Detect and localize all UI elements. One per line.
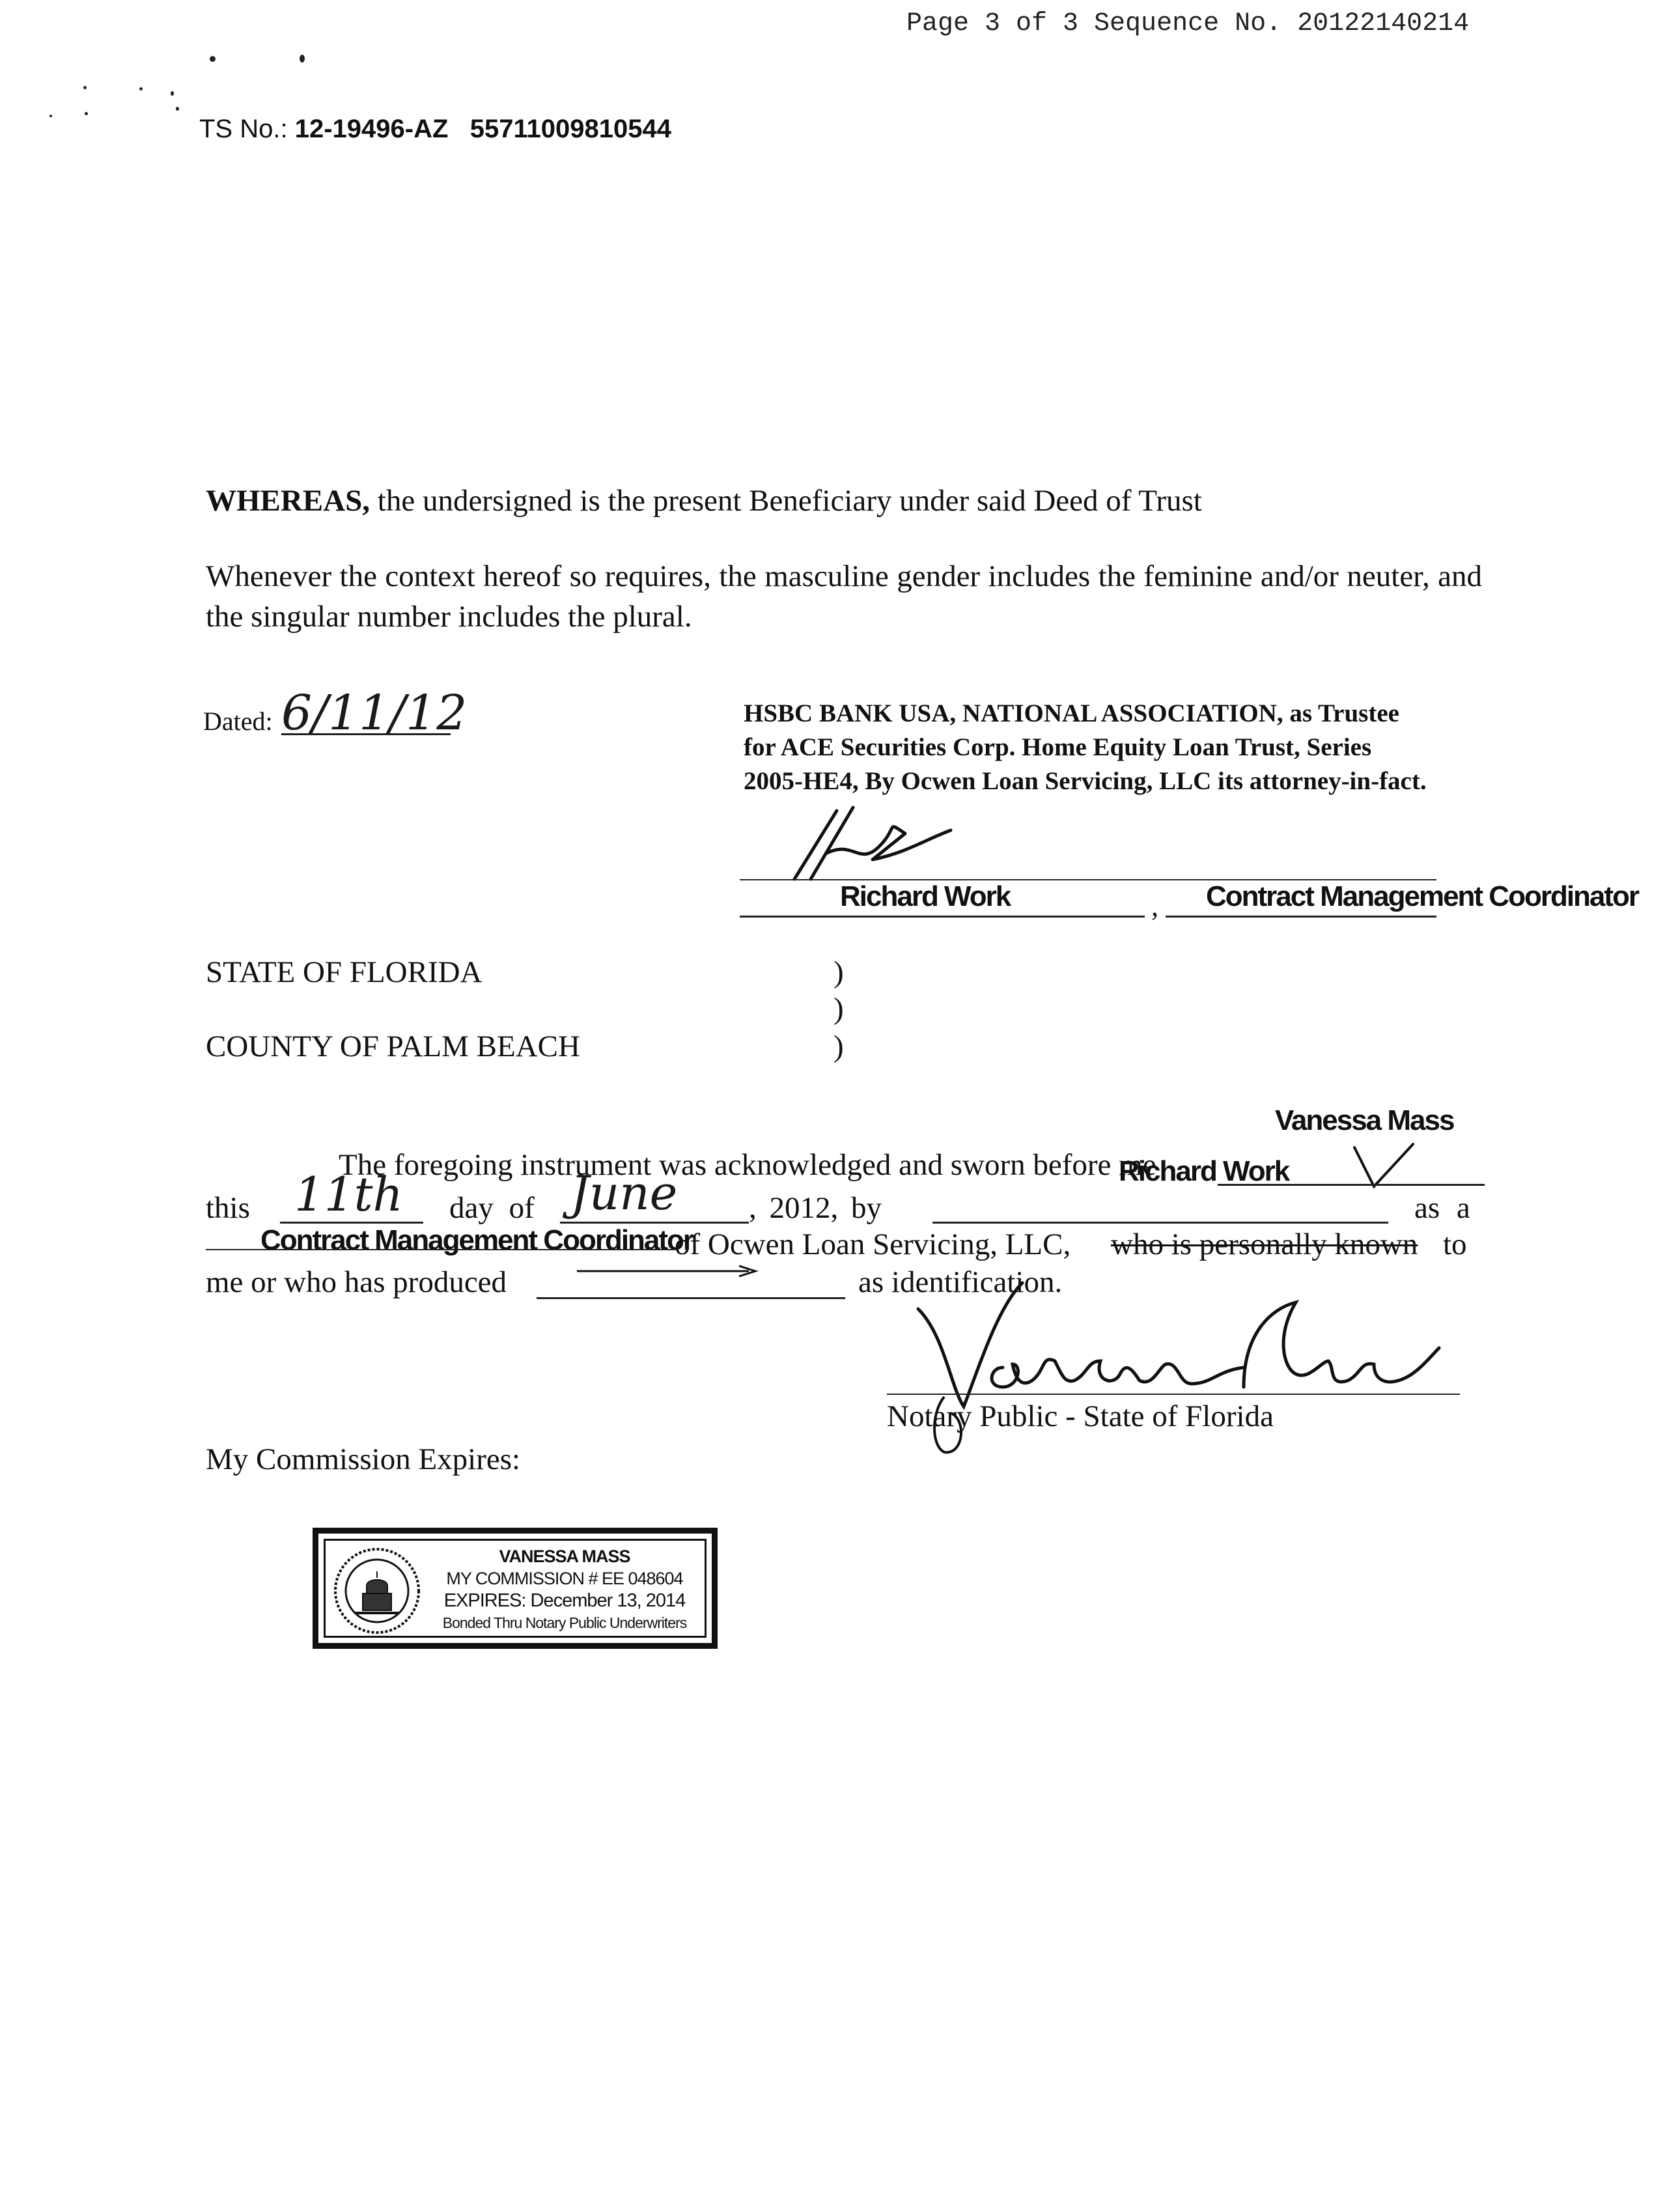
venue-paren: )	[833, 955, 844, 989]
gender-clause: Whenever the context hereof so requires, the masculine gender includes the feminine and/or neuter, and the singular number includes the plural.	[206, 559, 1482, 634]
ack-line-1: The foregoing instrument was acknowledged and sworn before me	[339, 1148, 1156, 1182]
seal-name: VANESSA MASS	[499, 1547, 630, 1566]
signer-name: Richard Work	[840, 880, 1011, 912]
scan-speck	[139, 87, 143, 91]
ack-day-of: day of	[449, 1191, 535, 1225]
scan-speck	[83, 86, 87, 89]
ack-day-blank	[280, 1222, 423, 1224]
seal-expires: EXPIRES: December 13, 2014	[443, 1590, 686, 1611]
florida-seal-icon	[331, 1545, 423, 1636]
dated-label: Dated:	[203, 707, 273, 736]
ack-day-handwritten: 11th	[294, 1167, 403, 1222]
beneficiary-block	[744, 697, 1427, 798]
scan-speck	[210, 56, 216, 62]
seal-commission: MY COMMISSION # EE 048604	[446, 1569, 683, 1588]
ack-year: , 2012, by	[749, 1191, 882, 1225]
scan-speck	[176, 107, 179, 111]
ack-identification: as identification.	[858, 1265, 1063, 1299]
signer-title: Contract Management Coordinator	[1206, 880, 1639, 912]
ack-of-company: of Ocwen Loan Servicing, LLC,	[675, 1227, 1071, 1261]
notary-signature-line	[887, 1394, 1460, 1395]
ts-number-line	[199, 115, 671, 144]
venue-paren: )	[833, 1030, 844, 1063]
dated-handwritten-value: 6/11/12	[281, 685, 468, 741]
whereas-lead: WHEREAS,	[206, 484, 371, 518]
signer-signature	[775, 801, 970, 886]
ack-person-title: Contract Management Coordinator	[260, 1224, 693, 1256]
beneficiary-line-3: 2005-HE4, By Ocwen Loan Servicing, LLC its attorney-in-fact.	[744, 767, 1427, 795]
ack-dash-mark	[573, 1263, 762, 1279]
ack-title-blank	[206, 1249, 675, 1250]
seal-text	[428, 1545, 701, 1634]
scan-speck	[85, 112, 88, 115]
ack-to: to	[1443, 1227, 1467, 1261]
ack-produced: me or who has produced	[206, 1265, 507, 1299]
scan-speck	[171, 91, 174, 96]
venue-state: STATE OF FLORIDA	[206, 955, 483, 989]
beneficiary-line-2: for ACE Securities Corp. Home Equity Loan Trust, Series	[744, 733, 1372, 761]
dated-underline	[281, 733, 451, 735]
signer-title-underline	[1166, 916, 1436, 918]
seal-bonded: Bonded Thru Notary Public Underwriters	[442, 1614, 687, 1631]
ack-this: this	[206, 1191, 250, 1225]
ack-identification-blank	[537, 1297, 845, 1299]
notary-caption: Notary Public - State of Florida	[887, 1399, 1274, 1433]
scan-speck	[49, 115, 52, 117]
notary-stamped-name: Vanessa Mass	[1275, 1104, 1454, 1136]
whereas-clause	[206, 483, 1202, 518]
scan-speck	[300, 55, 305, 63]
beneficiary-line-1: HSBC BANK USA, NATIONAL ASSOCIATION, as Trustee	[744, 699, 1399, 727]
loan-number: 55711009810544	[469, 115, 671, 143]
signer-name-underline	[740, 916, 1145, 918]
ack-as-a: as a	[1414, 1191, 1470, 1225]
ack-person-blank	[932, 1222, 1388, 1224]
commission-label: My Commission Expires:	[206, 1442, 521, 1476]
ack-month-handwritten: June	[570, 1166, 678, 1220]
venue-county: COUNTY OF PALM BEACH	[206, 1030, 580, 1063]
ack-struck-text: who is personally known	[1111, 1227, 1418, 1261]
whereas-text: the undersigned is the present Beneficiary under said Deed of Trust	[377, 484, 1202, 518]
notary-signature	[905, 1257, 1452, 1472]
ts-number: 12-19496-AZ	[294, 115, 449, 143]
ack-month-blank	[560, 1222, 749, 1224]
signer-comma: ,	[1151, 890, 1158, 922]
ts-label: TS No.:	[199, 115, 288, 143]
notary-seal-stamp	[313, 1528, 718, 1649]
venue-paren: )	[833, 992, 844, 1026]
page-sequence-header: Page 3 of 3 Sequence No. 20122140214	[906, 9, 1470, 38]
ack-person: Richard Work	[1119, 1155, 1289, 1187]
